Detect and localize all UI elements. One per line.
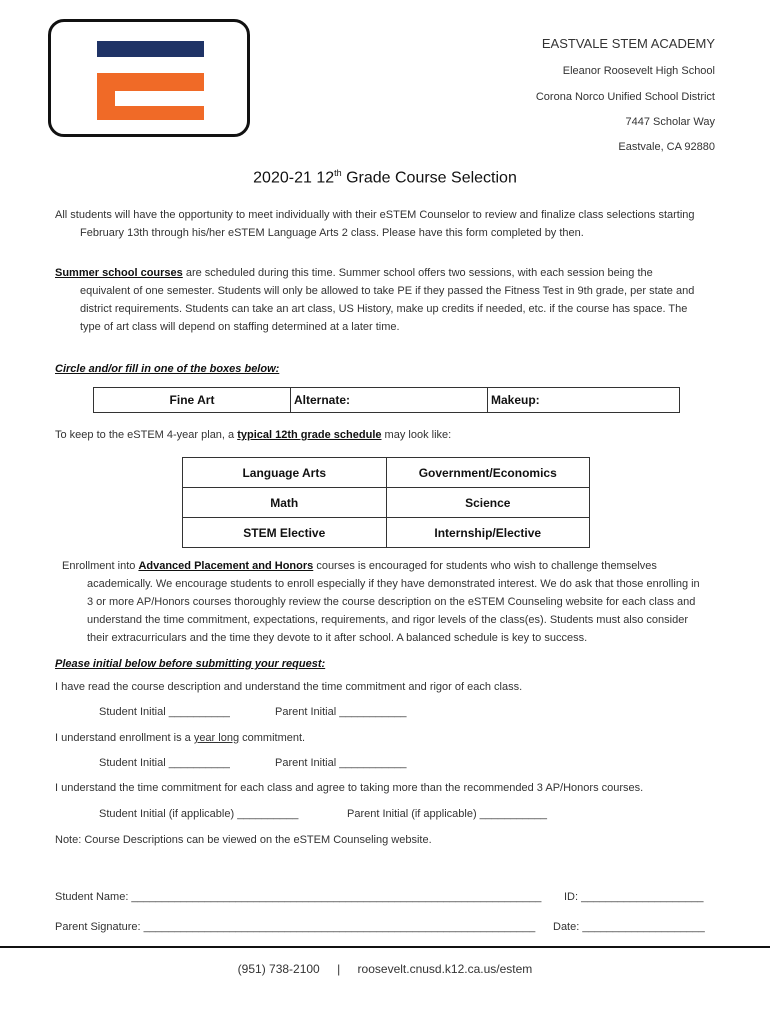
parent-initial-3[interactable]: Parent Initial (if applicable) ___________ — [347, 808, 547, 820]
footer-phone: (951) 738-2100 — [237, 962, 320, 976]
page-title: 2020-21 12th Grade Course Selection — [253, 168, 517, 187]
initial-instruction: Please initial below before submitting your request: — [55, 658, 326, 670]
statement-3: I understand the time commitment for each class and agree to taking more than the recommended 3 AP/Honors courses. — [55, 782, 644, 794]
parent-signature-field[interactable]: Parent Signature: ________________________________________________________________ — [55, 921, 536, 933]
schedule-intro: To keep to the eSTEM 4-year plan, a typical 12th grade schedule may look like: — [55, 429, 452, 441]
district-name: Corona Norco Unified School District — [535, 91, 715, 103]
footer-rule — [0, 946, 770, 948]
intro-paragraph: All students will have the opportunity to meet individually with their eSTEM Counselor to review and finalize class selections starting February 13th through his/her eSTEM Language Arts 2 class. Please have this form completed by then. — [55, 209, 695, 239]
school-logo — [48, 19, 250, 137]
fine-art-box[interactable]: Fine Art — [94, 388, 291, 413]
footer — [0, 962, 770, 976]
logo-orange-bottom — [97, 106, 204, 120]
parent-initial-1[interactable]: Parent Initial ___________ — [275, 706, 407, 718]
student-name-field[interactable]: Student Name: ___________________________________________________________________ — [55, 891, 542, 903]
school-name: EASTVALE STEM ACADEMY — [541, 36, 715, 51]
table-cell: Language Arts — [183, 458, 387, 488]
logo-navy-bar — [97, 41, 204, 57]
high-school-name: Eleanor Roosevelt High School — [562, 65, 715, 77]
note: Note: Course Descriptions can be viewed on the eSTEM Counseling website. — [55, 834, 432, 846]
circle-instruction: Circle and/or fill in one of the boxes below: — [55, 363, 280, 375]
id-field[interactable]: ID: ____________________ — [564, 891, 704, 903]
statement-2: I understand enrollment is a year long commitment. — [55, 732, 306, 744]
date-field[interactable]: Date: ____________________ — [553, 921, 705, 933]
table-row — [183, 488, 590, 518]
table-cell: Science — [386, 488, 590, 518]
footer-url[interactable]: roosevelt.cnusd.k12.ca.us/estem — [357, 962, 533, 976]
enrollment-paragraph: Enrollment into Advanced Placement and Honors courses is encouraged for students who wish to challenge themselves academically. We encourage students to enroll especially if they have demonstrated interest. We do ask that those enrolling in 3 or more AP/Honors courses thoroughly review the course description on the eSTEM Counseling website for each class and understand the time commitment, expectations, requirements, and rigor levels of the class(es). Students must also consider their extracurriculars and the time they devote to it after school. A balanced schedule is key to success. — [62, 560, 700, 644]
parent-initial-2[interactable]: Parent Initial ___________ — [275, 757, 407, 769]
table-row — [183, 458, 590, 488]
statement-1: I have read the course description and understand the time commitment and rigor of each class. — [55, 681, 523, 693]
makeup-box[interactable]: Makeup: — [488, 388, 680, 413]
table-cell: Internship/Elective — [386, 518, 590, 548]
table-cell: STEM Elective — [183, 518, 387, 548]
table-row — [183, 518, 590, 548]
alternate-box[interactable]: Alternate: — [291, 388, 488, 413]
table-cell: Math — [183, 488, 387, 518]
student-initial-1[interactable]: Student Initial __________ — [99, 706, 230, 718]
student-initial-2[interactable]: Student Initial __________ — [99, 757, 230, 769]
footer-separator: | — [337, 962, 341, 976]
city-address: Eastvale, CA 92880 — [618, 141, 715, 153]
summer-paragraph: Summer school courses are scheduled during this time. Summer school offers two sessions, with each session being the equivalent of one semester. Students will only be allowed to take PE if they passed the Fitness Test in 9th grade, per state and district requirements. Students can take an art class, US History, make up credits if needed, etc. if the course has space. The type of art class will depend on staffing determined at a later time. — [55, 267, 695, 333]
schedule-table — [182, 457, 590, 548]
table-cell: Government/Economics — [386, 458, 590, 488]
street-address: 7447 Scholar Way — [625, 116, 715, 128]
selection-boxes — [93, 387, 680, 413]
student-initial-3[interactable]: Student Initial (if applicable) __________ — [99, 808, 299, 820]
